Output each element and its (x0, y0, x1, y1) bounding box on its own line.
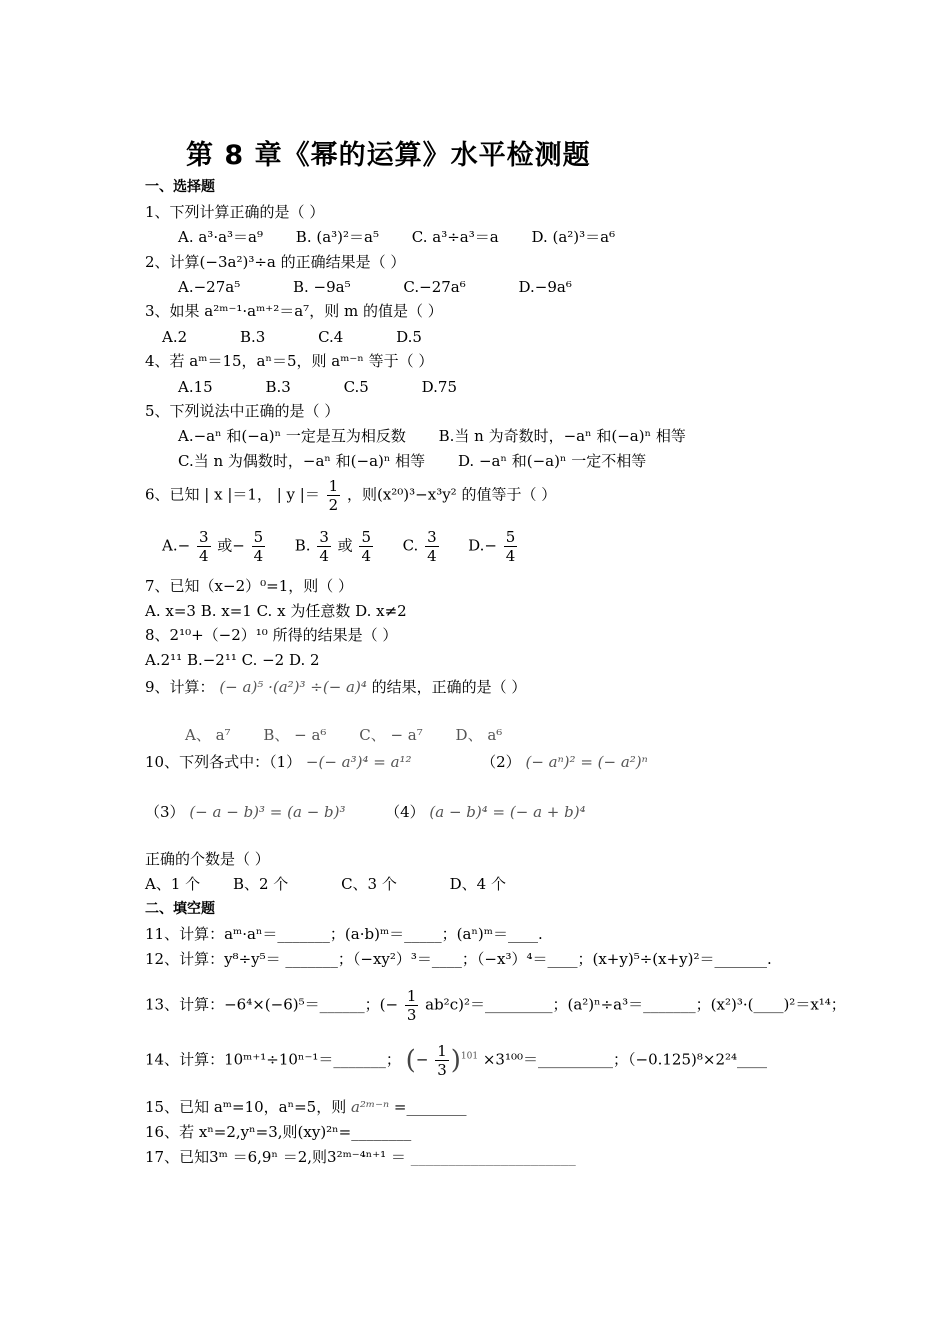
question-15-text-b: =________ (393, 1098, 467, 1116)
expr-1: −(− a³)⁴ = a¹² (305, 753, 412, 771)
minus-sign: − (415, 1050, 429, 1069)
question-3-options (162, 328, 422, 346)
option-b: B.3 (239, 328, 266, 346)
option-c: C.5 (343, 378, 369, 396)
option-d: D.5 (396, 328, 422, 346)
option-c: C.−27a⁶ (403, 278, 466, 296)
question-6-options (162, 528, 519, 565)
question-11: 11、计算：aᵐ·aⁿ＝_______；(a·b)ᵐ＝_____；(aⁿ)ᵐ＝____. (145, 925, 543, 943)
label-2: （2） (481, 753, 521, 771)
option-a: A. a³·a³＝a⁹ (178, 228, 264, 246)
question-2: 2、计算(−3a²)³÷a 的正确结果是（ ） (145, 253, 406, 271)
question-9-text-a: 9、计算： (145, 678, 215, 696)
option-a: A、 a⁷ (185, 726, 231, 744)
question-9-formula: (− a)⁵ ·(a²)³ ÷(− a)⁴ (219, 678, 367, 696)
question-13-text-a: 13、计算：−6⁴×(−6)⁵＝______；(− (145, 995, 399, 1014)
fraction-one-half: $\frac{1}{2}$ (328, 477, 339, 514)
expr-3: (− a − b)³ = (a − b)³ (189, 803, 346, 821)
option-b: B、2 个 (232, 875, 289, 893)
option-c: C.4 (318, 328, 344, 346)
right-paren: ) (450, 1045, 461, 1076)
option-c-label: C. (402, 536, 419, 555)
question-14-text-b: ×3¹⁰⁰＝__________；（−0.125)⁸×2²⁴____ (482, 1050, 768, 1069)
option-d: D. (a²)³＝a⁶ (531, 228, 616, 246)
option-c: C、3 个 (341, 875, 397, 893)
option-a: A.−27a⁵ (178, 278, 241, 296)
exponent-101: 101 (460, 1051, 479, 1062)
fraction-three-fourths: $\frac{3}{4}$ (319, 528, 329, 565)
option-d: D.−9a⁶ (518, 278, 572, 296)
question-6-text-a: 6、已知 | x |＝1， | y |＝ (145, 485, 320, 504)
question-8-options: A.2¹¹ B.−2¹¹ C. −2 D. 2 (145, 651, 320, 669)
question-14 (145, 1042, 767, 1079)
question-9 (145, 678, 526, 696)
fraction-three-fourths: $\frac{3}{4}$ (427, 528, 437, 565)
option-c: C、 − a⁷ (359, 726, 423, 744)
question-2-options (178, 278, 572, 296)
question-6-text-b: ，则(x²⁰)³−x³y² 的值等于（ ） (346, 485, 557, 504)
left-paren: ( (405, 1045, 416, 1076)
question-9-options (185, 726, 502, 744)
fraction-five-fourths: $\frac{5}{4}$ (361, 528, 371, 565)
option-a-label: A.− (162, 536, 191, 555)
option-b: B、 − a⁶ (263, 726, 327, 744)
option-b: B. (a³)²＝a⁵ (295, 228, 379, 246)
question-6 (145, 477, 556, 514)
section-fill: 二、填空题 (145, 901, 215, 917)
section-choice: 一、选择题 (145, 179, 215, 195)
option-b: B.当 n 为奇数时，−aⁿ 和(−a)ⁿ 相等 (438, 427, 686, 445)
question-3: 3、如果 a²ᵐ⁻¹·aᵐ⁺²＝a⁷，则 m 的值是（ ） (145, 302, 443, 320)
option-d: D.75 (421, 378, 457, 396)
question-5-options-row2 (178, 452, 646, 470)
question-5-options-row1 (178, 427, 686, 445)
answer-blank: ______________________ (410, 1148, 576, 1166)
option-a: A.−aⁿ 和(−a)ⁿ 一定是互为相反数 (178, 427, 406, 445)
fraction-one-third: $\frac{1}{3}$ (406, 987, 417, 1024)
label-3: （3） (145, 803, 185, 821)
question-7: 7、已知（x−2）⁰=1，则（ ） (145, 577, 354, 595)
option-d: D. −aⁿ 和(−a)ⁿ 一定不相等 (457, 452, 647, 470)
option-b-label: B. (294, 536, 311, 555)
question-1-options (178, 228, 615, 246)
question-4-options (178, 378, 457, 396)
expr-a-2m-n: a²ᵐ⁻ⁿ (350, 1098, 390, 1116)
option-c: C. a³÷a³＝a (411, 228, 499, 246)
question-8: 8、2¹⁰+（−2）¹⁰ 所得的结果是（ ） (145, 626, 398, 644)
option-a-or: 或− (217, 536, 245, 555)
fraction-one-third: $\frac{1}{3}$ (437, 1042, 447, 1079)
option-a: A、1 个 (145, 875, 201, 893)
question-10-prompt: 正确的个数是（ ） (145, 850, 270, 868)
option-b-or: 或 (337, 536, 353, 555)
question-10-text-a: 10、下列各式中：（1） (145, 753, 302, 771)
question-13 (145, 987, 846, 1024)
option-d-label: D.− (468, 536, 497, 555)
question-17 (145, 1148, 576, 1166)
expr-4: (a − b)⁴ = (− a + b)⁴ (429, 803, 586, 821)
fraction-three-fourths: $\frac{3}{4}$ (198, 528, 209, 565)
question-10-row2 (145, 803, 586, 821)
option-b: B. −9a⁵ (293, 278, 351, 296)
option-a: A.2 (162, 328, 188, 346)
question-14-text-a: 14、计算：10ᵐ⁺¹÷10ⁿ⁻¹＝_______； (145, 1050, 401, 1069)
option-d: D、4 个 (449, 875, 506, 893)
question-17-text-a: 17、已知3ᵐ ＝6,9ⁿ ＝2,则3²ᵐ⁻⁴ⁿ⁺¹ ＝ (145, 1148, 406, 1166)
question-5: 5、下列说法中正确的是（ ） (145, 402, 340, 420)
question-15-text-a: 15、已知 aᵐ=10，aⁿ=5，则 (145, 1098, 347, 1116)
question-13-text-b: ab²c)²＝_________；(a²)ⁿ÷a³＝_______；(x²)³·(____)²＝x¹⁴； (425, 995, 846, 1014)
question-4: 4、若 aᵐ＝15，aⁿ＝5，则 aᵐ⁻ⁿ 等于（ ） (145, 352, 434, 370)
label-4: （4） (385, 803, 425, 821)
option-a: A.15 (178, 378, 213, 396)
question-12: 12、计算：y⁸÷y⁵＝ _______；（−xy²）³＝____；（−x³）⁴＝____；(x+y)⁵÷(x+y)²＝_______. (145, 950, 772, 968)
question-10-options (145, 875, 506, 893)
question-16: 16、若 xⁿ=2,yⁿ=3,则(xy)²ⁿ=________ (145, 1123, 412, 1141)
question-9-text-b: 的结果，正确的是（ ） (371, 678, 527, 696)
option-b: B.3 (265, 378, 291, 396)
option-d: D、 a⁶ (455, 726, 503, 744)
option-c: C.当 n 为偶数时，−aⁿ 和(−a)ⁿ 相等 (178, 452, 426, 470)
fraction-five-fourths: $\frac{5}{4}$ (505, 528, 516, 565)
expr-2: (− aⁿ)² = (− a²)ⁿ (525, 753, 648, 771)
question-10 (145, 753, 648, 771)
question-15 (145, 1098, 467, 1116)
page-title: 第 8 章《幂的运算》水平检测题 (186, 140, 591, 171)
question-7-options: A. x=3 B. x=1 C. x 为任意数 D. x≠2 (145, 602, 407, 620)
question-1: 1、下列计算正确的是（ ） (145, 203, 325, 221)
fraction-five-fourths: $\frac{5}{4}$ (253, 528, 264, 565)
